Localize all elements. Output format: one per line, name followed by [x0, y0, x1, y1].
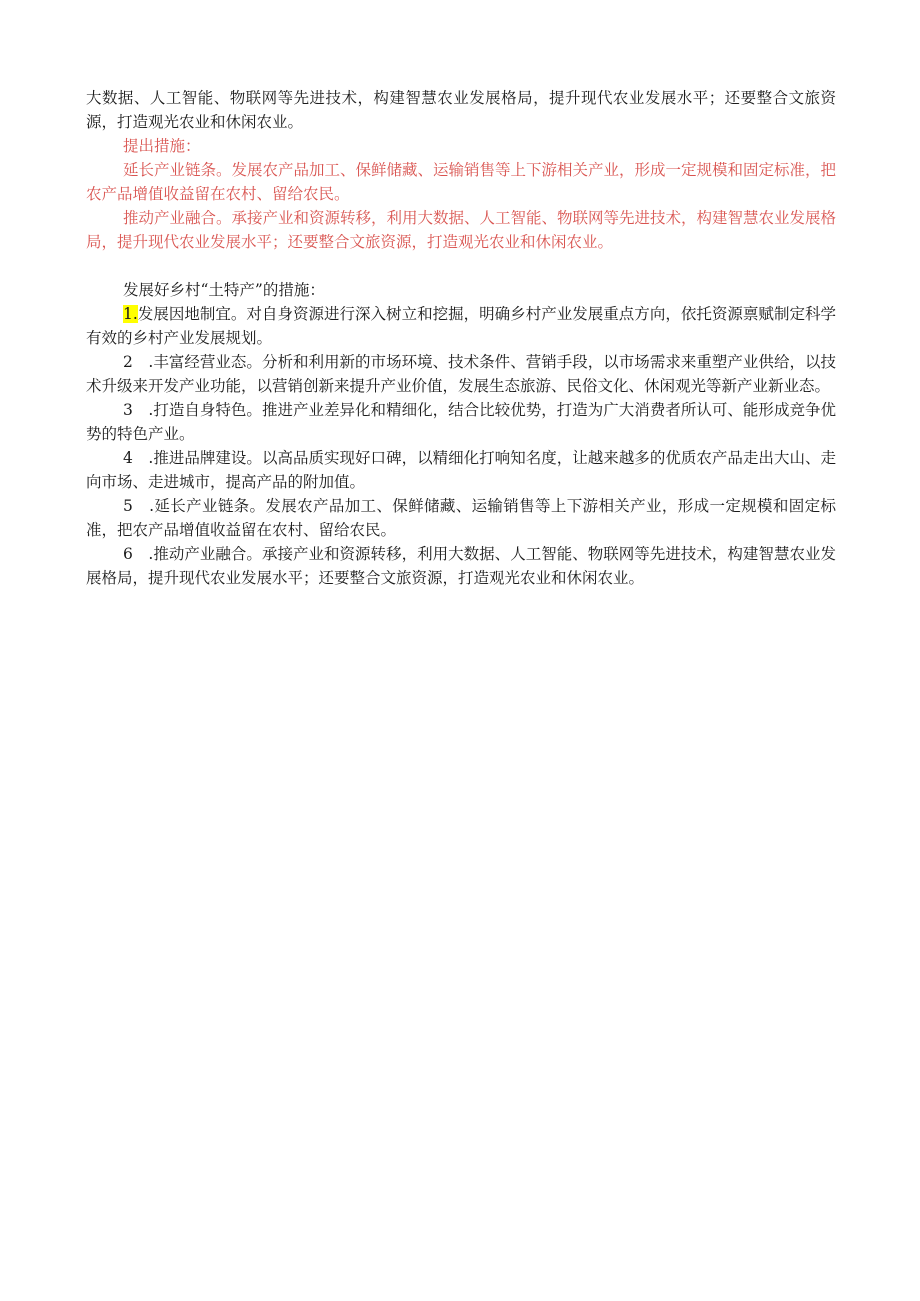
highlighted-number: 1.	[123, 305, 138, 323]
paragraph-gap	[86, 254, 836, 278]
list-item-text: 发展因地制宜。对自身资源进行深入树立和挖掘，明确乡村产业发展重点方向，依托资源禀赋制定科学有效的乡村产业发展规划。	[86, 305, 836, 347]
list-item	[86, 542, 836, 590]
intro-continuation: 大数据、人工智能、物联网等先进技术，构建智慧农业发展格局，提升现代农业发展水平；还要整合文旅资源，打造观光农业和休闲农业。	[86, 89, 836, 131]
list-item-text: 打造自身特色。推进产业差异化和精细化，结合比较优势，打造为广大消费者所认可、能形成竞争优势的特色产业。	[86, 401, 836, 443]
list-item-text: 丰富经营业态。分析和利用新的市场环境、技术条件、营销手段，以市场需求来重塑产业供给，以技术升级来开发产业功能，以营销创新来提升产业价值，发展生态旅游、民俗文化、休闲观光等新产业新业态。	[86, 353, 836, 395]
list-item-number: 2 .	[123, 353, 154, 371]
list-item-number: 5 .	[123, 497, 155, 515]
measure-item-1: 延长产业链条。发展农产品加工、保鲜储藏、运输销售等上下游相关产业，形成一定规模和固定标准，把农产品增值收益留在农村、留给农民。	[86, 161, 837, 203]
list-item-number: 3 .	[123, 401, 154, 419]
measure-item-2: 推动产业融合。承接产业和资源转移，利用大数据、人工智能、物联网等先进技术，构建智慧农业发展格局，提升现代农业发展水平；还要整合文旅资源，打造观光农业和休闲农业。	[86, 209, 837, 251]
local-products-heading: 发展好乡村“土特产”的措施：	[123, 281, 325, 299]
list-item	[86, 398, 836, 446]
list-item-number: 4 .	[123, 449, 154, 467]
list-item	[86, 302, 836, 350]
list-item	[86, 350, 836, 398]
list-item-text: 推动产业融合。承接产业和资源转移，利用大数据、人工智能、物联网等先进技术，构建智慧农业发展格局，提升现代农业发展水平；还要整合文旅资源，打造观光农业和休闲农业。	[86, 545, 836, 587]
list-item-text: 延长产业链条。发展农产品加工、保鲜储藏、运输销售等上下游相关产业，形成一定规模和固定标准，把农产品增值收益留在农村、留给农民。	[86, 497, 836, 539]
document-page	[86, 86, 836, 590]
list-item	[86, 446, 836, 494]
list-item-text: 推进品牌建设。以高品质实现好口碑，以精细化打响知名度，让越来越多的优质农产品走出大山、走向市场、走进城市，提高产品的附加值。	[86, 449, 836, 491]
measures-heading: 提出措施：	[123, 137, 201, 155]
list-item-number: 6 .	[123, 545, 154, 563]
list-item	[86, 494, 836, 542]
